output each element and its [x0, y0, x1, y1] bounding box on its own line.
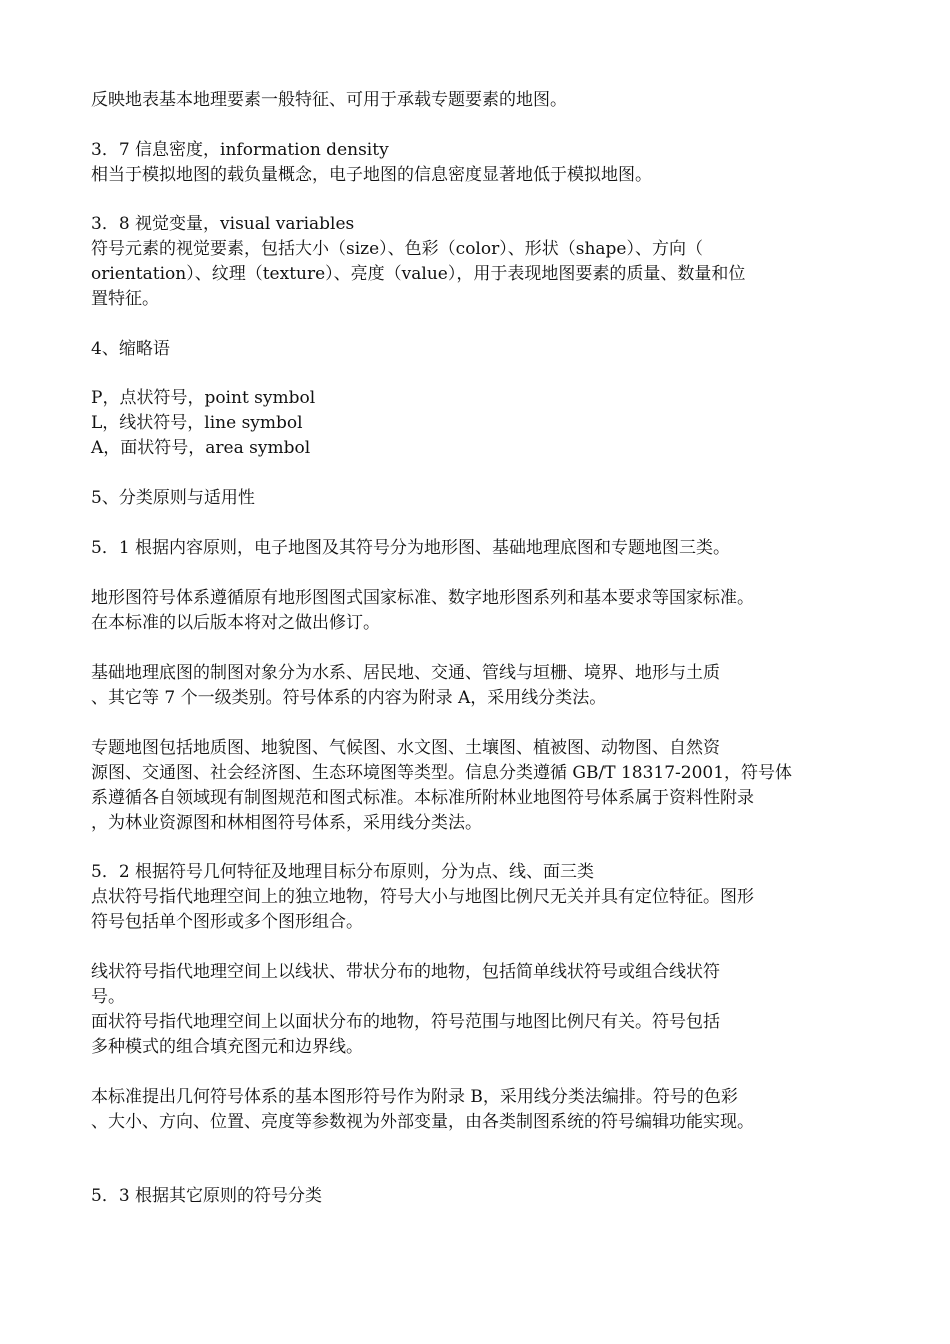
heading-3-7: 3．7 信息密度，information density: [91, 140, 389, 160]
text-line-3-8-body-3: 置特征。: [91, 289, 159, 309]
text-line-intro: 反映地表基本地理要素一般特征、可用于承载专题要素的地图。: [91, 90, 567, 110]
text-line-3-7-body: 相当于模拟地图的载负量概念，电子地图的信息密度显著地低于模拟地图。: [91, 165, 652, 185]
heading-3-8: 3．8 视觉变量，visual variables: [91, 214, 355, 234]
text-line-point-1: 点状符号指代地理空间上的独立地物，符号大小与地图比例尺无关并具有定位特征。图形: [91, 887, 754, 907]
heading-5: 5、分类原则与适用性: [91, 488, 255, 508]
text-line-geometry-2: 、大小、方向、位置、亮度等参数视为外部变量，由各类制图系统的符号编辑功能实现。: [91, 1112, 754, 1132]
text-line-thematic-3: 系遵循各自领域现有制图规范和图式标准。本标准所附林业地图符号体系属于资料性附录: [91, 788, 754, 808]
abbrev-l: L，线状符号，line symbol: [91, 413, 303, 433]
text-line-thematic-4: ，为林业资源图和林相图符号体系，采用线分类法。: [91, 813, 482, 833]
heading-4: 4、缩略语: [91, 339, 170, 359]
abbrev-p: P，点状符号，point symbol: [91, 388, 316, 408]
text-line-thematic-1: 专题地图包括地质图、地貌图、气候图、水文图、土壤图、植被图、动物图、自然资: [91, 738, 720, 758]
text-line-area-2: 多种模式的组合填充图元和边界线。: [91, 1037, 363, 1057]
abbrev-a: A，面状符号，area symbol: [91, 438, 311, 458]
text-line-thematic-2: 源图、交通图、社会经济图、生态环境图等类型。信息分类遵循 GB/T 18317-2001，符号体: [91, 763, 793, 783]
text-line-3-8-body-2: orientation）、纹理（texture）、亮度（value），用于表现地图要素的质量、数量和位: [91, 264, 746, 284]
text-line-basemap-1: 基础地理底图的制图对象分为水系、居民地、交通、管线与垣栅、境界、地形与土质: [91, 663, 720, 683]
text-line-topo-1: 地形图符号体系遵循原有地形图图式国家标准、数字地形图系列和基本要求等国家标准。: [91, 588, 754, 608]
text-line-line-2: 号。: [91, 987, 125, 1007]
text-line-geometry-1: 本标准提出几何符号体系的基本图形符号作为附录 B，采用线分类法编排。符号的色彩: [91, 1087, 738, 1107]
text-line-3-8-body-1: 符号元素的视觉要素，包括大小（size）、色彩（color）、形状（shape）、方向（: [91, 239, 703, 259]
text-line-line-1: 线状符号指代地理空间上以线状、带状分布的地物，包括简单线状符号或组合线状符: [91, 962, 720, 982]
text-line-basemap-2: 、其它等 7 个一级类别。符号体系的内容为附录 A，采用线分类法。: [91, 688, 607, 708]
text-line-point-2: 符号包括单个图形或多个图形组合。: [91, 912, 363, 932]
text-line-area-1: 面状符号指代地理空间上以面状分布的地物，符号范围与地图比例尺有关。符号包括: [91, 1012, 720, 1032]
heading-5-2: 5．2 根据符号几何特征及地理目标分布原则，分为点、线、面三类: [91, 862, 595, 882]
text-line-topo-2: 在本标准的以后版本将对之做出修订。: [91, 613, 380, 633]
heading-5-3: 5．3 根据其它原则的符号分类: [91, 1186, 323, 1206]
heading-5-1: 5．1 根据内容原则，电子地图及其符号分为地形图、基础地理底图和专题地图三类。: [91, 538, 731, 558]
